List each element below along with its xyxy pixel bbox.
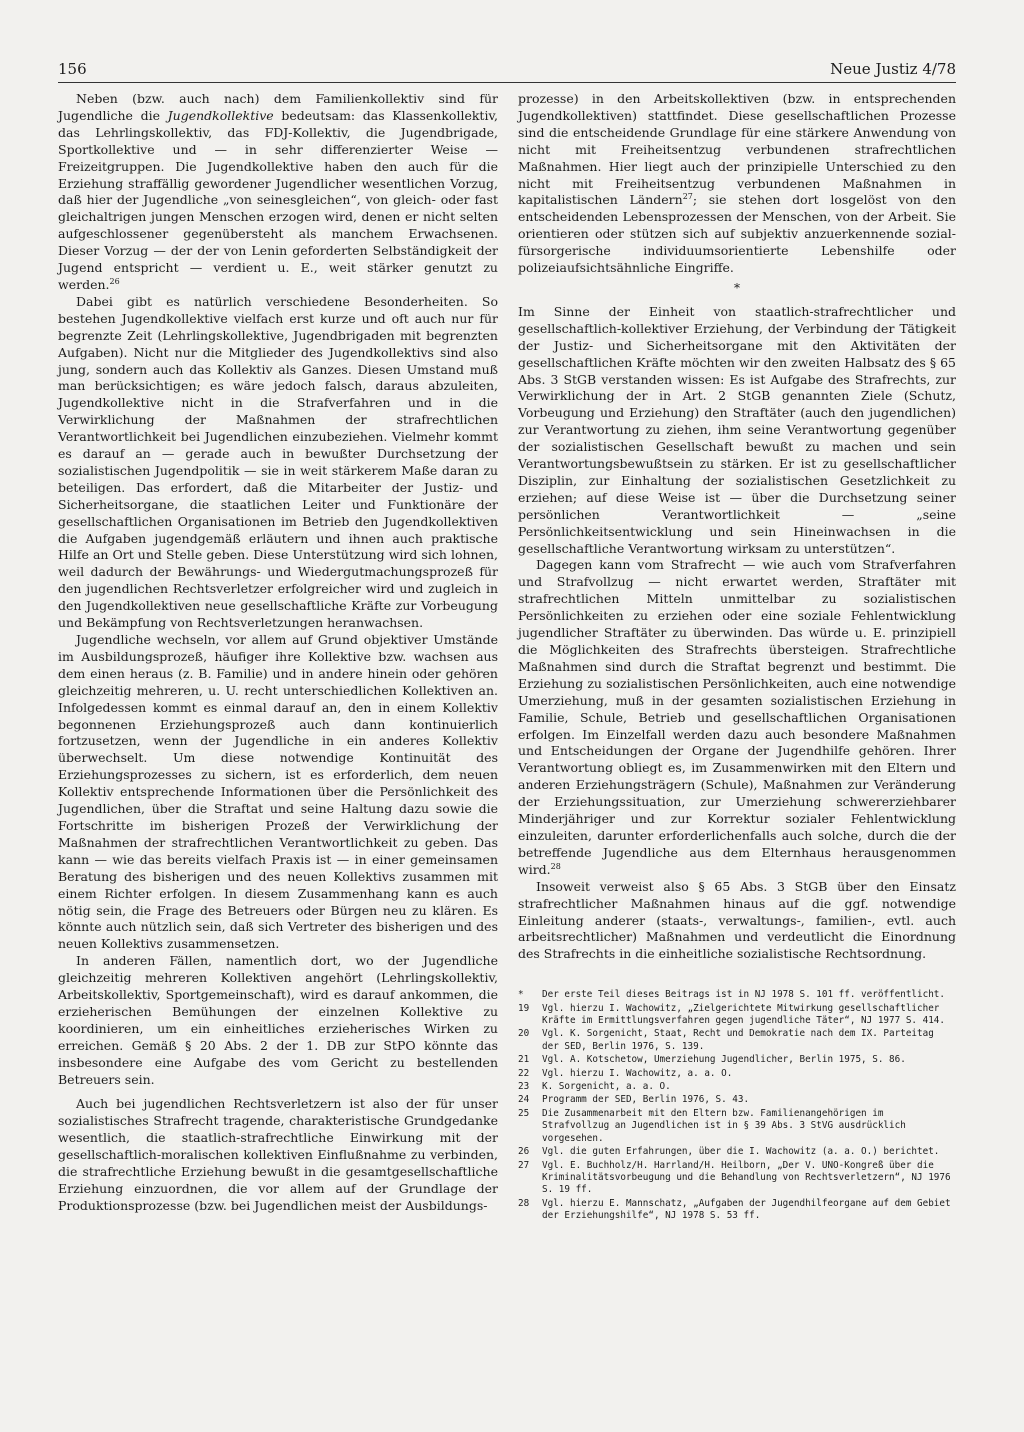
footnote-text: Der erste Teil dieses Beitrags ist in NJ 1978 S. 101 ff. veröffentlicht. xyxy=(542,989,945,1001)
paragraph: Auch bei jugendlichen Rechtsverletzern ist also der für unser sozialistisches Strafrecht tragende, charakteristische Grundgedanke wesentlich, die staatlich-strafrechtliche Einwirkung mit der gesellschaftlich-moralischen kollektiven Einflußnahme zu verbinden, die strafrechtliche Erziehung bewußt in die gesamtgesellschaftliche Erziehung einzuordnen, die vor allem auf der Grundlage der Produktionsprozesse (bzw. bei Jugendlichen meist der Ausbildungs- xyxy=(58,1096,498,1213)
footnote-text: Programm der SED, Berlin 1976, S. 43. xyxy=(542,1094,750,1106)
footnote xyxy=(518,1160,956,1197)
paragraph: Neben (bzw. auch nach) dem Familienkollektiv sind für Jugendliche die Jugendkollektive bedeutsam: das Klassenkollektiv, das Lehrlingskollektiv, das FDJ-Kollektiv, die Jugendbrigade, Sportkollektive und — in sehr differenzierter Weise — Freizeitgruppen. Die Jugendkollektive haben den auch für die Erziehung straffällig gewordener Jugendlicher wesentlichen Vorzug, daß hier der Jugendliche „von seinesgleichen“, von gleich- oder fast gleichaltrigen jungen Menschen erzogen wird, denen er nicht selten aufgeschlossener gegenübersteht als manchem Erwachsenen. Dieser Vorzug — der der von Lenin geforderten Selbständigkeit der Jugend entspricht — verdient u. E., weit stärker genutzt zu werden.$^{26}$ xyxy=(58,91,498,292)
footnote-text: Vgl. E. Buchholz/H. Harrland/H. Heilborn, „Der V. UNO-Kongreß über die Kriminalitätsvorbeugung und die Behandlung von Rechtsverletzern“, NJ 1976 S. 19 ff. xyxy=(542,1159,951,1196)
footnote-ref[interactable]: 27 xyxy=(682,192,693,202)
footnotes xyxy=(518,989,956,1222)
footnote xyxy=(518,1146,956,1158)
footnote-number: 25 xyxy=(518,1107,530,1119)
footnote-text: Vgl. die guten Erfahrungen, über die I. Wachowitz (a. a. O.) berichtet. xyxy=(542,1146,940,1158)
page-header xyxy=(58,60,956,83)
paragraph: Insoweit verweist also § 65 Abs. 3 StGB über den Einsatz strafrechtlicher Maßnahmen hinaus auf die ggf. notwendige Einleitung anderer (staats-, verwaltungs-, familien-, evtl. auch arbeitsrechtlicher) Maßnahmen und verdeutlicht die Einordnung des Strafrechts in die einheitliche sozialistische Rechtsordnung. xyxy=(518,878,956,962)
journal-title: Neue Justiz 4/78 xyxy=(830,60,956,78)
footnote xyxy=(518,1081,956,1093)
footnote-number: 26 xyxy=(518,1146,530,1158)
footnote xyxy=(518,1054,956,1066)
footnote xyxy=(518,1003,956,1028)
footnote-text: Vgl. hierzu I. Wachowitz, a. a. O. xyxy=(542,1067,733,1079)
footnote-text: K. Sorgenicht, a. a. O. xyxy=(542,1081,671,1093)
footnote xyxy=(518,1094,956,1106)
footnote-ref[interactable]: 26 xyxy=(109,276,120,286)
footnote-number: * xyxy=(518,989,524,1001)
footnote-number: 28 xyxy=(518,1197,530,1209)
footnote-text: Die Zusammenarbeit mit den Eltern bzw. Familienangehörigen im Strafvollzug an Jugendlichen ist in § 39 Abs. 3 StVG ausdrücklich vorgesehen. xyxy=(542,1107,906,1144)
footnote-number: 24 xyxy=(518,1094,530,1106)
footnote-text: Vgl. hierzu I. Wachowitz, „Zielgerichtete Mitwirkung gesellschaftlicher Kräfte im Ermittlungsverfahren gegen jugendliche Täter“, NJ 1977 S. 414. xyxy=(542,1002,945,1027)
section-divider: * xyxy=(734,280,740,295)
page-number: 156 xyxy=(58,60,87,78)
footnote xyxy=(518,1028,956,1053)
footnote-number: 23 xyxy=(518,1081,530,1093)
footnote-number: 22 xyxy=(518,1067,530,1079)
footnote xyxy=(518,1198,956,1223)
left-column xyxy=(58,91,498,1215)
emphasis-jugendkollektive: Jugendkollektive xyxy=(167,107,274,123)
paragraph: Dagegen kann vom Strafrecht — wie auch vom Strafverfahren und Strafvollzug — nicht erwartet werden, Straftäter mit strafrechtlichen Mitteln unmittelbar zu sozialistischen Persönlichkeiten zu erziehen oder eine soziale Fehlentwicklung jugendlicher Straftäter zu überwinden. Das würde u. E. prinzipiell die Möglichkeiten des Strafrechts übersteigen. Strafrechtliche Maßnahmen sind durch die Straftat begrenzt und bestimmt. Die Erziehung zu sozialistischen Persönlichkeiten, auch eine notwendige Umerziehung, muß in der gesamten sozialistischen Erziehung in Familie, Schule, Betrieb und gesellschaftlichen Organisationen erfolgen. Im Einzelfall werden dazu auch besondere Maßnahmen und Entscheidungen der Organe der Jugendhilfe gehören. Ihrer Verantwortung obliegt es, im Zusammenwirken mit den Eltern und anderen Erziehungsträgern (Schule), Maßnahmen zur Veränderung der Erziehungssituation, zur Umerziehung schwererziehbarer Minderjähriger und zur Korrektur sozialer Fehlentwicklung einzuleiten, darunter erforderlichenfalls auch solche, durch die der betreffende Jugendliche aus dem Elternhaus herausgenommen wird.$^{28}$ xyxy=(518,557,956,877)
footnote-number: 19 xyxy=(518,1002,530,1014)
footnote-number: 21 xyxy=(518,1054,530,1066)
paragraph: prozesse) in den Arbeitskollektiven (bzw. in entsprechenden Jugendkollektiven) stattfindet. Diese gesellschaftlichen Prozesse sind die entscheidende Grundlage für eine stärkere Anwendung von nicht mit Freiheitsentzug verbundenen strafrechtlichen Maßnahmen. Hier liegt auch der prinzipielle Unterschied zu den nicht mit Freiheitsentzug verbundenen Maßnahmen in kapitalistischen Ländern$^{27}$; sie stehen dort losgelöst von den entscheidenden Lebensprozessen der Menschen, von der Arbeit. Sie orientieren oder stützen sich auf subjektiv anzuerkennende sozial-fürsorgerische individuumsorientierte Lebenshilfe oder polizeiaufsichtsähnliche Eingriffe. xyxy=(518,91,956,276)
footnote-text: Vgl. K. Sorgenicht, Staat, Recht und Demokratie nach dem IX. Parteitag der SED, Berlin 1976, S. 139. xyxy=(542,1028,934,1052)
paragraph: Dabei gibt es natürlich verschiedene Besonderheiten. So bestehen Jugendkollektive vielfach erst kurze und oft auch nur für begrenzte Zeit (Lehrlingskollektive, Jugendbrigaden mit begrenzten Aufgaben). Nicht nur die Mitglieder des Jugendkollektivs sind also jung, sondern auch das Kollektiv als Ganzes. Diesen Umstand muß man berücksichtigen; es wäre jedoch falsch, daraus abzuleiten, Jugendkollektive nicht in die Strafverfahren und in die Verwirklichung der Maßnahmen der strafrechtlichen Verantwortlichkeit bei Jugendlichen einzubeziehen. Vielmehr kommt es darauf an — gerade auch in bewußter Durchsetzung der sozialistischen Jugendpolitik — sie in weit stärkerem Maße daran zu beteiligen. Das erfordert, daß die Mitarbeiter der Justiz- und Sicherheitsorgane, die staatlichen Leiter und Funktionäre der gesellschaftlichen Organisationen im Betrieb den Jugendkollektiven die Aufgaben jugendgemäß erläutern und ihnen auch praktische Hilfe an Ort und Stelle geben. Diese Unterstützung wird sich lohnen, weil dadurch der Bewährungs- und Wiedergutmachungsprozeß für den jugendlichen Rechtsverletzer erfolgreicher wird und zugleich in den Jugendkollektiven neue gesellschaftliche Kräfte zur Vorbeugung und Bekämpfung von Rechtsverletzungen heranwachsen. xyxy=(58,293,498,631)
footnote xyxy=(518,1068,956,1080)
right-column xyxy=(518,91,956,1224)
footnote xyxy=(518,1108,956,1145)
footnote xyxy=(518,989,956,1001)
footnote-number: 20 xyxy=(518,1028,530,1040)
paragraph: In anderen Fällen, namentlich dort, wo der Jugendliche gleichzeitig mehreren Kollektiven angehört (Lehrlingskollektiv, Arbeitskollektiv, Sportgemeinschaft), wird es darauf ankommen, die erzieherischen Bemühungen der einzelnen Kollektive zu koordinieren, um ein einheitliches erzieherisches Wirken zu erreichen. Gemäß § 20 Abs. 2 der 1. DB zur StPO könnte das insbesondere eine Aufgabe des vom Gericht zu bestellenden Betreuers sein. xyxy=(58,953,498,1087)
footnote-number: 27 xyxy=(518,1159,530,1171)
footnote-text: Vgl. A. Kotschetow, Umerziehung Jugendlicher, Berlin 1975, S. 86. xyxy=(542,1054,906,1066)
footnote-text: Vgl. hierzu E. Mannschatz, „Aufgaben der Jugendhilfeorgane auf dem Gebiet der Erziehungshilfe“, NJ 1978 S. 53 ff. xyxy=(542,1197,951,1222)
paragraph: Jugendliche wechseln, vor allem auf Grund objektiver Umstände im Ausbildungsprozeß, häufiger ihre Kollektive bzw. wachsen aus dem einen heraus (z. B. Familie) und in andere hinein oder gehören gleichzeitig mehreren, u. U. recht unterschiedlichen Kollektiven an. Infolgedessen kommt es einmal darauf an, den in einem Kollektiv begonnenen Erziehungsprozeß auch dann kontinuierlich fortzusetzen, wenn der Jugendliche in ein anderes Kollektiv überwechselt. Um diese notwendige Kontinuität des Erziehungsprozesses zu sichern, ist es erforderlich, dem neuen Kollektiv entsprechende Informationen über die Persönlichkeit des Jugendlichen, über die Straftat und seine Haltung dazu sowie die Fortschritte im bisherigen Prozeß der Verwirklichung der Maßnahmen der strafrechtlichen Verantwortlichkeit zu geben. Das kann — wie das bereits vielfach Praxis ist — in einer gemeinsamen Beratung des bisherigen und des neuen Kollektivs zusammen mit einem Richter erfolgen. In diesem Zusammenhang kann es auch nötig sein, die Frage des Betreuers oder Bürgen neu zu klären. Es könnte auch nützlich sein, daß sich Vertreter des bisherigen und des neuen Kollektivs zusammensetzen. xyxy=(58,632,498,952)
paragraph: Im Sinne der Einheit von staatlich-strafrechtlicher und gesellschaftlich-kollektiver Erziehung, der Verbindung der Tätigkeit der Justiz- und Sicherheitsorgane mit den Aktivitäten der gesellschaftlichen Kräfte möchten wir den zweiten Halbsatz des § 65 Abs. 3 StGB verstanden wissen: Es ist Aufgabe des Strafrechts, zur Verwirklichung der in Art. 2 StGB genannten Ziele (Schutz, Vorbeugung und Erziehung) den Straftäter (auch den jugendlichen) zur Verantwortung zu ziehen, ihm seine Verantwortung gegenüber der sozialistischen Gesellschaft bewußt zu machen und sein Verantwortungsbewußtsein zu stärken. Er ist zu gesellschaftlicher Disziplin, zur Einhaltung der sozialistischen Gesetzlichkeit zu erziehen; auf diese Weise ist — über die Durchsetzung seiner persönlichen Verantwortlichkeit — „seine Persönlichkeitsentwicklung und sein Hineinwachsen in die gesellschaftliche Verantwortung wirksam zu unterstützen“. xyxy=(518,303,956,556)
footnote-ref[interactable]: 28 xyxy=(550,861,561,871)
